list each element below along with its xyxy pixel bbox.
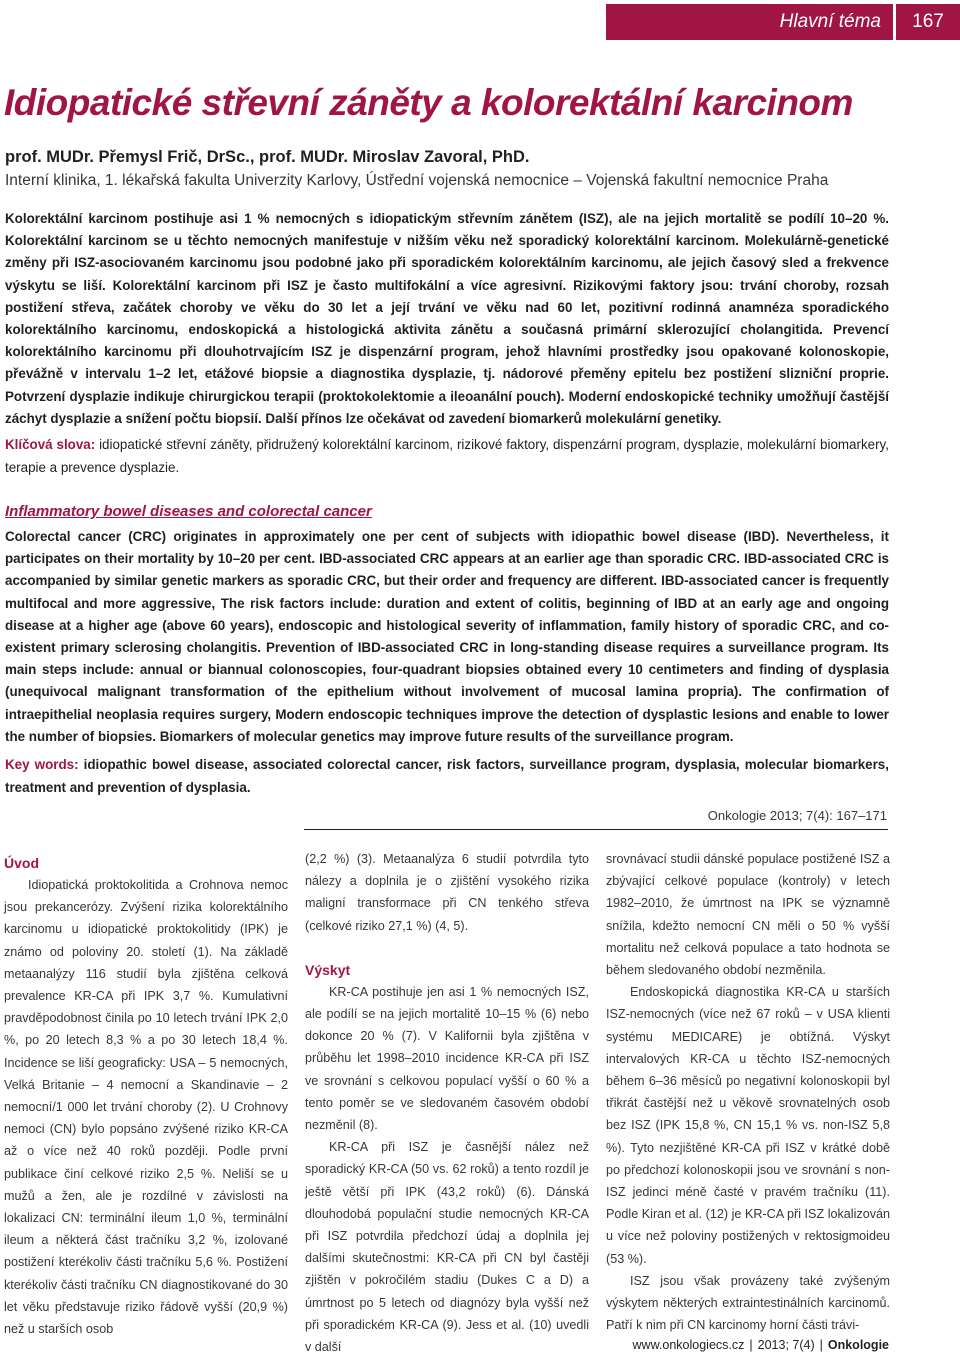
page-number: 167 xyxy=(896,4,960,40)
keywords-text: idiopatické střevní záněty, přidružený kolorektální karcinom, rizikové faktory, dispenzární program, dysplazie, molekulární biomarkery, terapie a prevence dysplazie. xyxy=(5,437,889,475)
abstract-english: Colorectal cancer (CRC) originates in approximately one per cent of subjects with idiopathic bowel disease (IBD). Nevertheless, it participates on their mortality by 10–20 per cent. IBD-associated CRC appears at an earlier age than sporadic CRC. IBD-associated CRC is accompanied by similar genetic markers as sporadic CRC, but their order and frequency are different. IBD-associated cancer is frequently multifocal and more aggressive, The risk factors include: duration and extent of colitis, beginning of IBD at an early age and ongoing disease at a higher age (above 60 years), endoscopic and histological severity of inflammation, family history of sporadic CRC, and co-existent primary sclerosing cholangitis. Prevention of IBD-associated CRC in long-standing disease requires a surveillance program. Its main steps include: annual or biannual colonoscopies, four-quadrant biopsies obtained every 10 centimeters and finding of dysplasia (unequivocal malignant transformation of the epithelium without involvement of mucosal lamina propria). The confirmation of intraepithelial neoplasia requires surgery, Modern endoscopic techniques improve the detection of dysplastic lesions and enable to lower the number of biopsies. Biomarkers of molecular genetics may improve future results of the surveillance program. xyxy=(5,529,889,744)
keywords-text-en: idiopathic bowel disease, associated colorectal cancer, risk factors, surveillance program, dysplasia, molecular biomarkers, treatment and prevention of dysplasia. xyxy=(5,757,889,795)
footer-journal: Onkologie xyxy=(827,1338,889,1352)
english-title: Inflammatory bowel diseases and colorectal cancer xyxy=(5,503,372,520)
divider xyxy=(304,829,888,830)
footer-website: www.onkologiecs.cz xyxy=(632,1338,745,1352)
affiliation: Interní klinika, 1. lékařská fakulta Univerzity Karlovy, Ústřední vojenská nemocnice – Vojenská fakultní nemocnice Praha xyxy=(5,172,829,189)
paragraph: KR-CA při ISZ je časnější nález než sporadický KR-CA (50 vs. 62 roků) a tento rozdíl je ještě větší při IPK (43,2 roků) (6). Dánská dlouhodobá populační studie nemocných KR-CA při ISZ potvrdila předchozí údaj a doplnila jej dalšími skutečnostmi: KR-CA při CN byl častěji zjištěn v pokročilém stadiu (Dukes C a D) a úmrtnost po 5 letech od diagnózy byla vyšší než při sporadickém KR-CA (9). Jess et al. (10) uvedli v další xyxy=(305,1140,589,1355)
body-column-3 xyxy=(606,848,890,1336)
paragraph: KR-CA postihuje jen asi 1 % nemocných ISZ, ale podílí se na jejich mortalitě 10–15 % (6) nebo dokonce 20 % (7). V Kalifornii byla zjištěna v průběhu let 1998–2010 incidence KR-CA při ISZ ve srovnání s celkovou populací vyšší o 60 % a tento poměr se ve sledovaném časovém období nezměnil (8). xyxy=(305,984,589,1133)
paragraph: (2,2 %) (3). Metaanalýza 6 studií potvrdila tyto nálezy a doplnila je o zjištění vysokého rizika maligní transformace při CN tenkého střeva (celkové riziko 27,1 %) (4, 5). xyxy=(305,852,589,933)
keywords-czech xyxy=(5,433,889,479)
keywords-label-en: Key words: xyxy=(5,757,79,772)
keywords-label: Klíčová slova: xyxy=(5,437,96,452)
body-column-2 xyxy=(305,848,589,1358)
section-heading-vyskyt: Výskyt xyxy=(305,961,351,978)
section-label: Hlavní téma xyxy=(606,4,893,40)
running-header xyxy=(606,4,960,40)
paragraph: Idiopatická proktokolitida a Crohnova nemoc jsou prekancerózy. Zvýšení rizika kolorektálního karcinomu u idiopatické proktokolitidy (IPK) je známo od poloviny 20. století (1). Na základě metaanalýzy 116 studií byla zjištěna celková prevalence KR-CA při IPK 3,7 %. Kumulativní pravděpodobnost činila po 10 letech trvání IPK 2,0 %, po 20 letech 8,3 % a po 30 letech 18,4 %. Incidence se liší geograficky: USA – 5 nemocných, Velká Britanie – 4 nemocní a Skandinavie – 2 nemocní/1 000 let trvání choroby (2). U Crohnovy nemoci (CN) bylo popsáno zvýšené riziko KR-CA až o více než 40 roků později. Podle první publikace činí celkové riziko 2,5 %. Neliší se u mužů a žen, ale je rozdílné v závislosti na lokalizaci CN: terminální ileum 1,0 %, terminální ileum a některá část tračníku 3,2 %, izolované postižení kterékoliv části tračníku 5,6 %. Postižení kterékoliv části tračníku CN diagnostikované do 30 let věku představuje riziko řádově vyšší (20,9 %) než u starších osob xyxy=(4,878,288,1337)
footer-issue: 2013; 7(4) xyxy=(757,1338,815,1352)
keywords-english xyxy=(5,753,889,799)
section-heading-uvod: Úvod xyxy=(4,855,39,871)
page-footer: www.onkologiecs.cz | 2013; 7(4) | Onkologie xyxy=(632,1338,889,1352)
authors: prof. MUDr. Přemysl Frič, DrSc., prof. MUDr. Miroslav Zavoral, PhD. xyxy=(5,148,530,166)
paragraph: srovnávací studii dánské populace postižené ISZ a zbývající celkové populace (kontroly) v letech 1982–2010, že úmrtnost na IPK se významně snížila, kdežto nemocní CN měli o 50 % vyšší mortalitu než celková populace a tato hodnota se během sledovaného období nezměnila. xyxy=(606,852,890,978)
citation: Onkologie 2013; 7(4): 167–171 xyxy=(707,808,887,823)
body-column-1 xyxy=(4,848,288,1340)
article-title: Idiopatické střevní záněty a kolorektální karcinom xyxy=(4,82,853,123)
paragraph: ISZ jsou však provázeny také zvýšeným výskytem některých extraintestinálních karcinomů. Patří k nim při CN karcinomy horní části trávi- xyxy=(606,1273,890,1333)
abstract-czech: Kolorektální karcinom postihuje asi 1 % nemocných s idiopatickým střevním zánětem (ISZ), ale na jejich mortalitě se podílí 10–20 %. Kolorektální karcinom se u těchto nemocných manifestuje v nižším věku než sporadický kolorektální karcinom. Molekulárně-genetické změny při ISZ-asociovaném karcinomu jsou podobné jako při sporadickém kolorektálním karcinomu, ale jejich časový sled a frekvence výskytu se liší. Kolorektální karcinom při ISZ je často multifokální a více agresivní. Rizikovými faktory jsou: trvání choroby, rozsah postižení střeva, začátek choroby ve věku do 30 let a její trvání ve věku nad 60 let, pozitivní rodinná anamnéza sporadického kolorektálního karcinomu, endoskopická a histologická aktivita zánětu a současná primární sklerozující cholangitida. Prevencí kolorektálního karcinomu při dlouhotrvajícím ISZ je dispenzární program, jehož hlavními prostředky jsou opakované kolonoskopie, převážně v intervalu 1–2 let, etážové biopsie a diagnostika dysplazie, tj. nádorové přeměny epitelu bez postižení slizniční proprie. Potvrzení dysplazie indikuje chirurgickou terapii (proktokolektomie a ileoanální pouch). Moderní endoskopické techniky umožňují častější záchyt dysplazie a snížení počtu biopsií. Další přínos lze očekávat od zavedení biomarkerů molekulární genetiky. xyxy=(5,211,889,426)
paragraph: Endoskopická diagnostika KR-CA u starších ISZ-nemocných (více než 67 roků – v USA klienti systému MEDICARE) je obtížná. Výskyt intervalových KR-CA u těchto ISZ-nemocných během 6–36 měsíců po negativní kolonoskopii byl třikrát častější než u věkově srovnatelných osob bez ISZ (IPK 15,8 %, CN 15,1 % vs. non-ISZ 5,8 %). Tyto nezjištěné KR-CA při ISZ v krátké době po předchozí kolonoskopii jsou ve srovnání s non-ISZ jedinci méně časté v pravém tračníku (11). Podle Kiran et al. (12) je KR-CA při ISZ lokalizován u více než poloviny postižených v rektosigmoideu (53 %). xyxy=(606,985,890,1266)
